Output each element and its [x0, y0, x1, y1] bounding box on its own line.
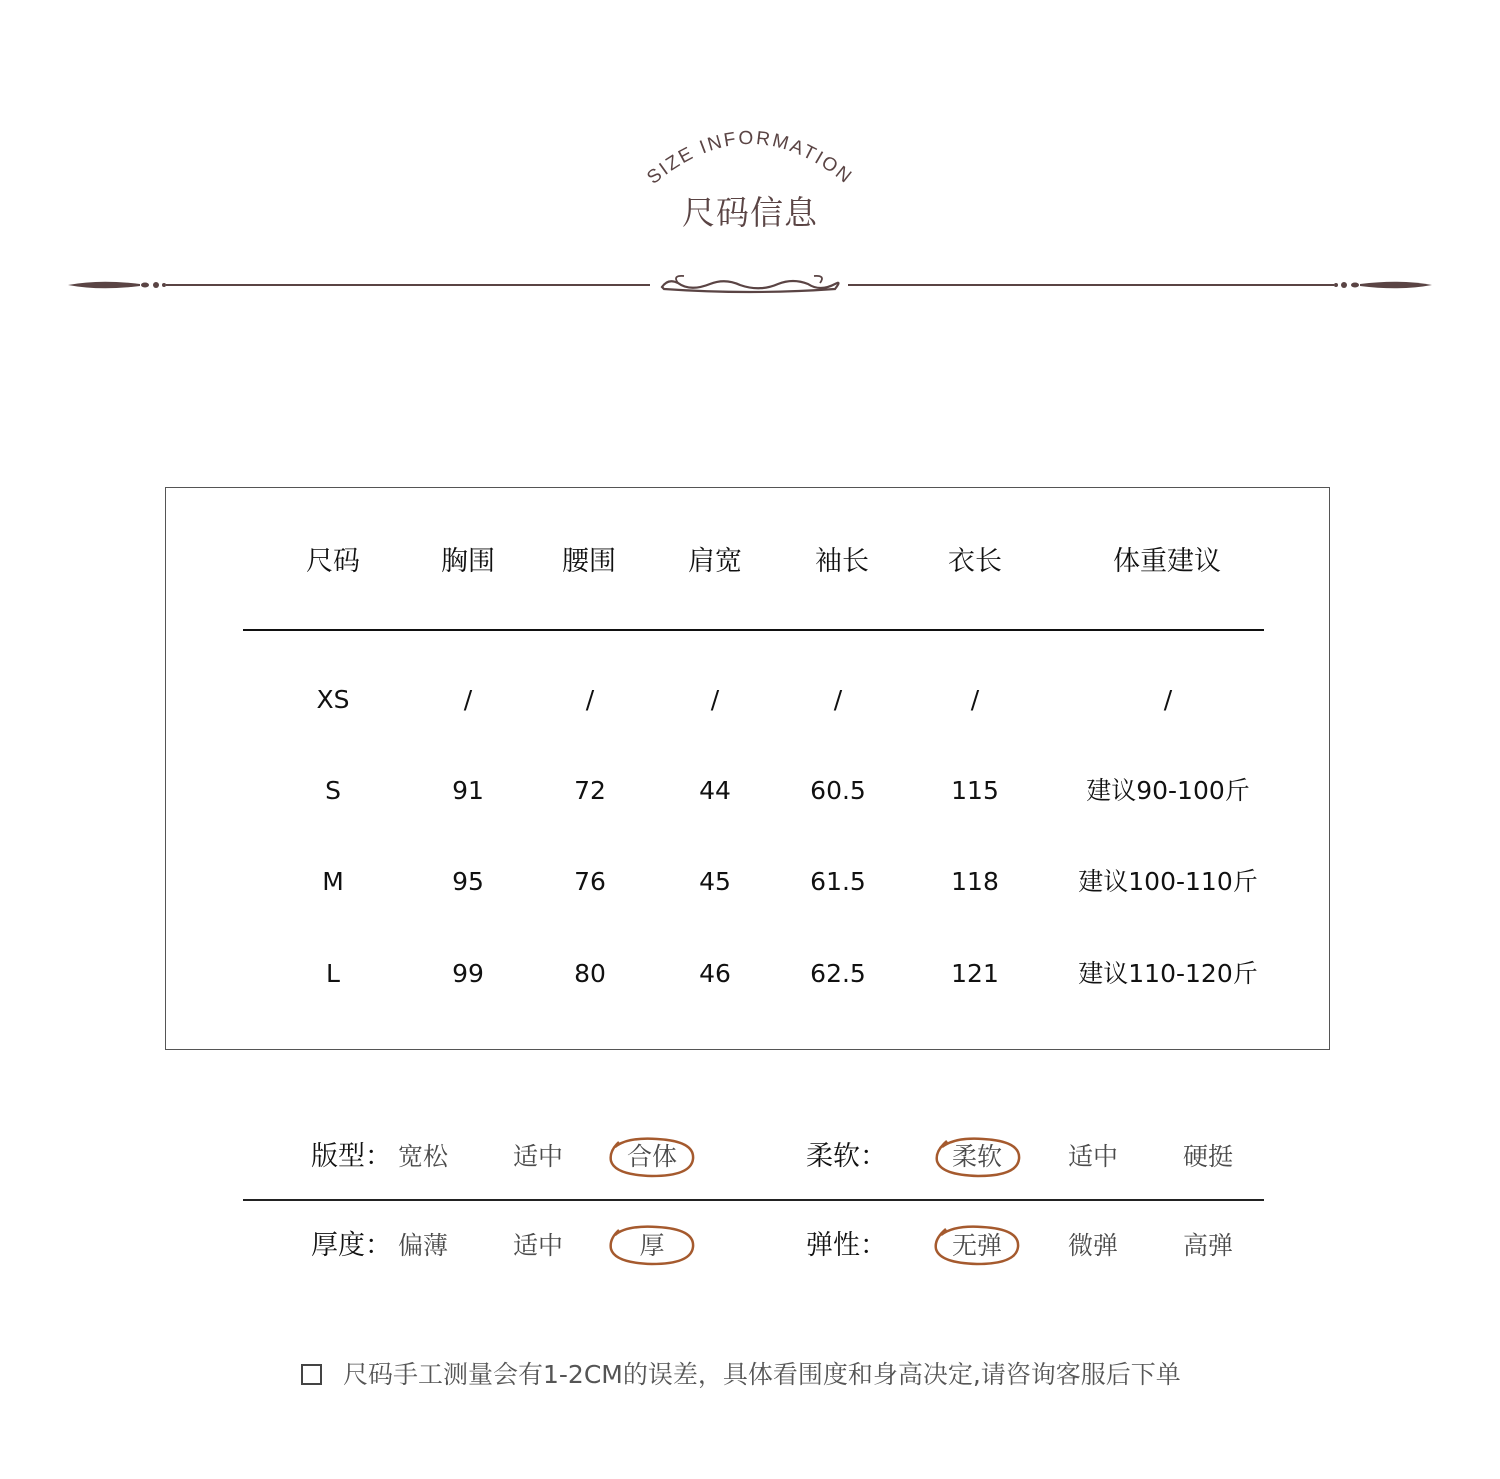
size-information-arc-text	[600, 110, 900, 200]
column-header-shoulder: 肩宽	[688, 546, 742, 577]
column-header-length: 衣长	[948, 546, 1002, 577]
softness-option-stiff: 硬挺	[1182, 1142, 1234, 1171]
table-cell-sleeve: 62.5	[810, 959, 866, 988]
page-title: 尺码信息	[682, 193, 818, 232]
softness-option-medium: 适中	[1067, 1142, 1119, 1171]
table-cell-size: XS	[316, 685, 350, 714]
table-cell-length: 121	[951, 959, 999, 988]
column-header-chest: 胸围	[441, 546, 495, 577]
measurement-note: 尺码手工测量会有1-2CM的误差，具体看围度和身高决定,请咨询客服后下单	[343, 1360, 1181, 1389]
table-cell-shoulder: 45	[699, 867, 731, 896]
table-cell-size: M	[322, 867, 344, 896]
decorative-divider	[60, 270, 1440, 300]
softness-label: 柔软：	[806, 1141, 887, 1172]
table-cell-sleeve: 60.5	[810, 776, 866, 805]
elasticity-option-slight: 微弹	[1067, 1231, 1119, 1260]
table-cell-chest: 99	[452, 959, 484, 988]
table-cell-waist: 80	[574, 959, 606, 988]
table-cell-shoulder: 44	[699, 776, 731, 805]
svg-text:SIZE INFORMATION	[643, 128, 856, 189]
table-cell-shoulder: 46	[699, 959, 731, 988]
elasticity-option-none: 无弹	[951, 1231, 1003, 1260]
table-cell-size: S	[325, 776, 341, 805]
column-header-size: 尺码	[306, 546, 360, 577]
table-cell-weight: 建议90-100斤	[1086, 776, 1250, 805]
column-header-waist: 腰围	[562, 546, 616, 577]
column-header-sleeve: 袖长	[815, 546, 869, 577]
table-cell-waist: 76	[574, 867, 606, 896]
table-cell-sleeve: 61.5	[810, 867, 866, 896]
fit-option-fitted: 合体	[626, 1142, 678, 1171]
table-cell-weight: 建议110-120斤	[1078, 959, 1258, 988]
thickness-option-medium: 适中	[512, 1231, 564, 1260]
table-header-divider	[243, 629, 1264, 631]
fit-option-loose: 宽松	[397, 1142, 449, 1171]
fit-label: 版型：	[311, 1141, 392, 1172]
table-cell-length: /	[970, 685, 980, 714]
thickness-option-thin: 偏薄	[397, 1231, 449, 1260]
elasticity-label: 弹性：	[806, 1230, 887, 1261]
table-cell-sleeve: /	[833, 685, 843, 714]
elasticity-option-high: 高弹	[1182, 1231, 1234, 1260]
note-checkbox-icon	[301, 1364, 322, 1385]
attributes-divider	[243, 1199, 1264, 1201]
thickness-label: 厚度：	[311, 1230, 392, 1261]
column-header-weight: 体重建议	[1113, 546, 1221, 577]
table-cell-size: L	[326, 959, 340, 988]
table-cell-chest: 91	[452, 776, 484, 805]
table-cell-weight: /	[1163, 685, 1173, 714]
table-cell-chest: /	[463, 685, 473, 714]
softness-option-soft: 柔软	[951, 1142, 1003, 1171]
table-cell-weight: 建议100-110斤	[1078, 867, 1258, 896]
table-cell-length: 118	[951, 867, 999, 896]
table-cell-waist: 72	[574, 776, 606, 805]
table-cell-chest: 95	[452, 867, 484, 896]
table-cell-length: 115	[951, 776, 999, 805]
fit-option-regular: 适中	[512, 1142, 564, 1171]
thickness-option-thick: 厚	[639, 1231, 665, 1260]
arc-text-path: SIZE INFORMATION	[643, 127, 857, 189]
table-cell-shoulder: /	[710, 685, 720, 714]
table-cell-waist: /	[585, 685, 595, 714]
